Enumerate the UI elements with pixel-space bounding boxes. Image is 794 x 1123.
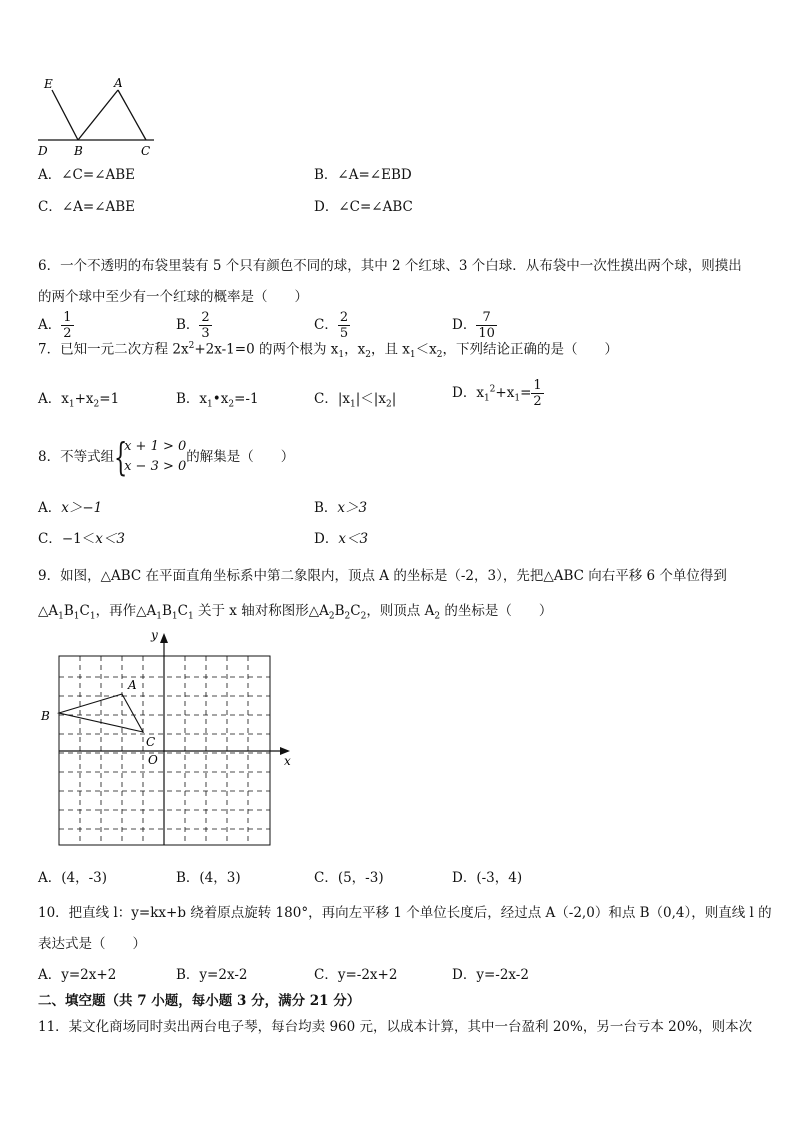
q6-option-a[interactable]: A． $\frac{1}{2}$ (38, 310, 72, 341)
label-B: B (74, 144, 83, 158)
fraction: $\frac{7}{10}$ (478, 310, 495, 341)
section-heading: 二、填空题（共 7 小题，每小题 3 分，满分 21 分） (38, 993, 361, 1009)
q9-option-b[interactable]: B．(4，3) (176, 870, 241, 886)
label-B: B (41, 709, 50, 723)
label-C: C (141, 144, 151, 158)
q7-stem: 7．已知一元二次方程 $2x^2+2x-1=0$ 的两个根为 $x_1$，$x_2$，且 $x_1<x_2$，下列结论正确的是（ ） (38, 341, 618, 361)
q8-option-b[interactable]: B．x＞3 (314, 500, 368, 516)
q8-stem: 8．不等式组 { x + 1 > 0 x − 3 > 0 的解集是（ ） (38, 435, 295, 479)
q5-option-b[interactable]: B．∠A=∠EBD (314, 167, 412, 183)
q6-option-c[interactable]: C． $\frac{2}{5}$ (314, 310, 349, 341)
q7-option-c[interactable]: C．$|x_1|<|x_2|$ (314, 391, 397, 410)
q9-option-a[interactable]: A．(4，-3) (38, 870, 108, 886)
q8-option-c[interactable]: C．−1＜x＜3 (38, 531, 125, 547)
q9-stem-line2: $\triangle A_1B_1C_1$，再作$\triangle A_1B_1C_1$ 关于 x 轴对称图形$\triangle A_2B_2C_2$，则顶点 $A_2$ 的坐标是（ ） (38, 603, 553, 622)
fraction: $\frac{1}{2}$ (63, 310, 72, 341)
label-C: C (146, 735, 156, 749)
fraction: $\frac{2}{5}$ (339, 310, 349, 341)
triangle-figure (30, 74, 160, 160)
label-y: y (151, 628, 158, 642)
q10-option-a[interactable]: A．y=2x+2 (38, 967, 117, 983)
q10-option-c[interactable]: C．y=-2x+2 (314, 967, 398, 983)
q11-stem: 11．某文化商场同时卖出两台电子琴，每台均卖 960 元，以成本计算，其中一台盈利 20%，另一台亏本 20%，则本次 (38, 1019, 753, 1035)
label-A: A (128, 678, 137, 692)
label-x: x (284, 754, 291, 768)
q5-option-a[interactable]: A．∠C=∠ABE (38, 167, 136, 183)
q5-option-d[interactable]: D．∠C=∠ABC (314, 199, 413, 215)
q6-stem-line2: 的两个球中至少有一个红球的概率是（ ） (38, 289, 308, 305)
q5-option-c[interactable]: C．∠A=∠ABE (38, 199, 136, 215)
q10-option-b[interactable]: B．y=2x-2 (176, 967, 248, 983)
q8-option-a[interactable]: A．x＞−1 (38, 500, 103, 516)
coordinate-grid-figure (36, 626, 300, 850)
q6-stem-line1: 6．一个不透明的布袋里装有 5 个只有颜色不同的球，其中 2 个红球、3 个白球．从布袋中一次性摸出两个球，则摸出 (38, 258, 742, 274)
q8-option-d[interactable]: D．x＜3 (314, 531, 369, 547)
fraction: $\frac{2}{3}$ (201, 310, 210, 341)
label-E: E (44, 77, 53, 91)
q9-option-c[interactable]: C．(5，-3) (314, 870, 384, 886)
q10-stem-line2: 表达式是（ ） (38, 936, 146, 952)
q7-option-b[interactable]: B．$x_1•x_2=-1$ (176, 391, 259, 410)
fraction: $\frac{1}{2}$ (533, 378, 542, 409)
q10-option-d[interactable]: D．y=-2x-2 (452, 967, 529, 983)
q6-option-b[interactable]: B． $\frac{2}{3}$ (176, 310, 210, 341)
q7-option-d[interactable]: D．$x_1^2+x_1=$ $\frac{1}{2}$ (452, 378, 542, 409)
q10-stem-line1: 10．把直线 l：y=kx+b 绕着原点旋转 180°，再向左平移 1 个单位长度后，经过点 A（-2,0）和点 B（0,4），则直线 l 的 (38, 905, 772, 921)
q7-option-a[interactable]: A．$x_1+x_2=1$ (38, 391, 120, 410)
q6-option-d[interactable]: D． $\frac{7}{10}$ (452, 310, 495, 341)
q9-stem-line1: 9．如图，△ABC 在平面直角坐标系中第二象限内，顶点 A 的坐标是（-2，3），先把△ABC 向右平移 6 个单位得到 (38, 568, 727, 584)
label-D: D (38, 144, 48, 158)
label-O: O (148, 753, 158, 767)
inequality-system: { x + 1 > 0 x − 3 > 0 (114, 435, 187, 479)
q9-option-d[interactable]: D．(-3，4) (452, 870, 523, 886)
label-A: A (114, 76, 123, 90)
